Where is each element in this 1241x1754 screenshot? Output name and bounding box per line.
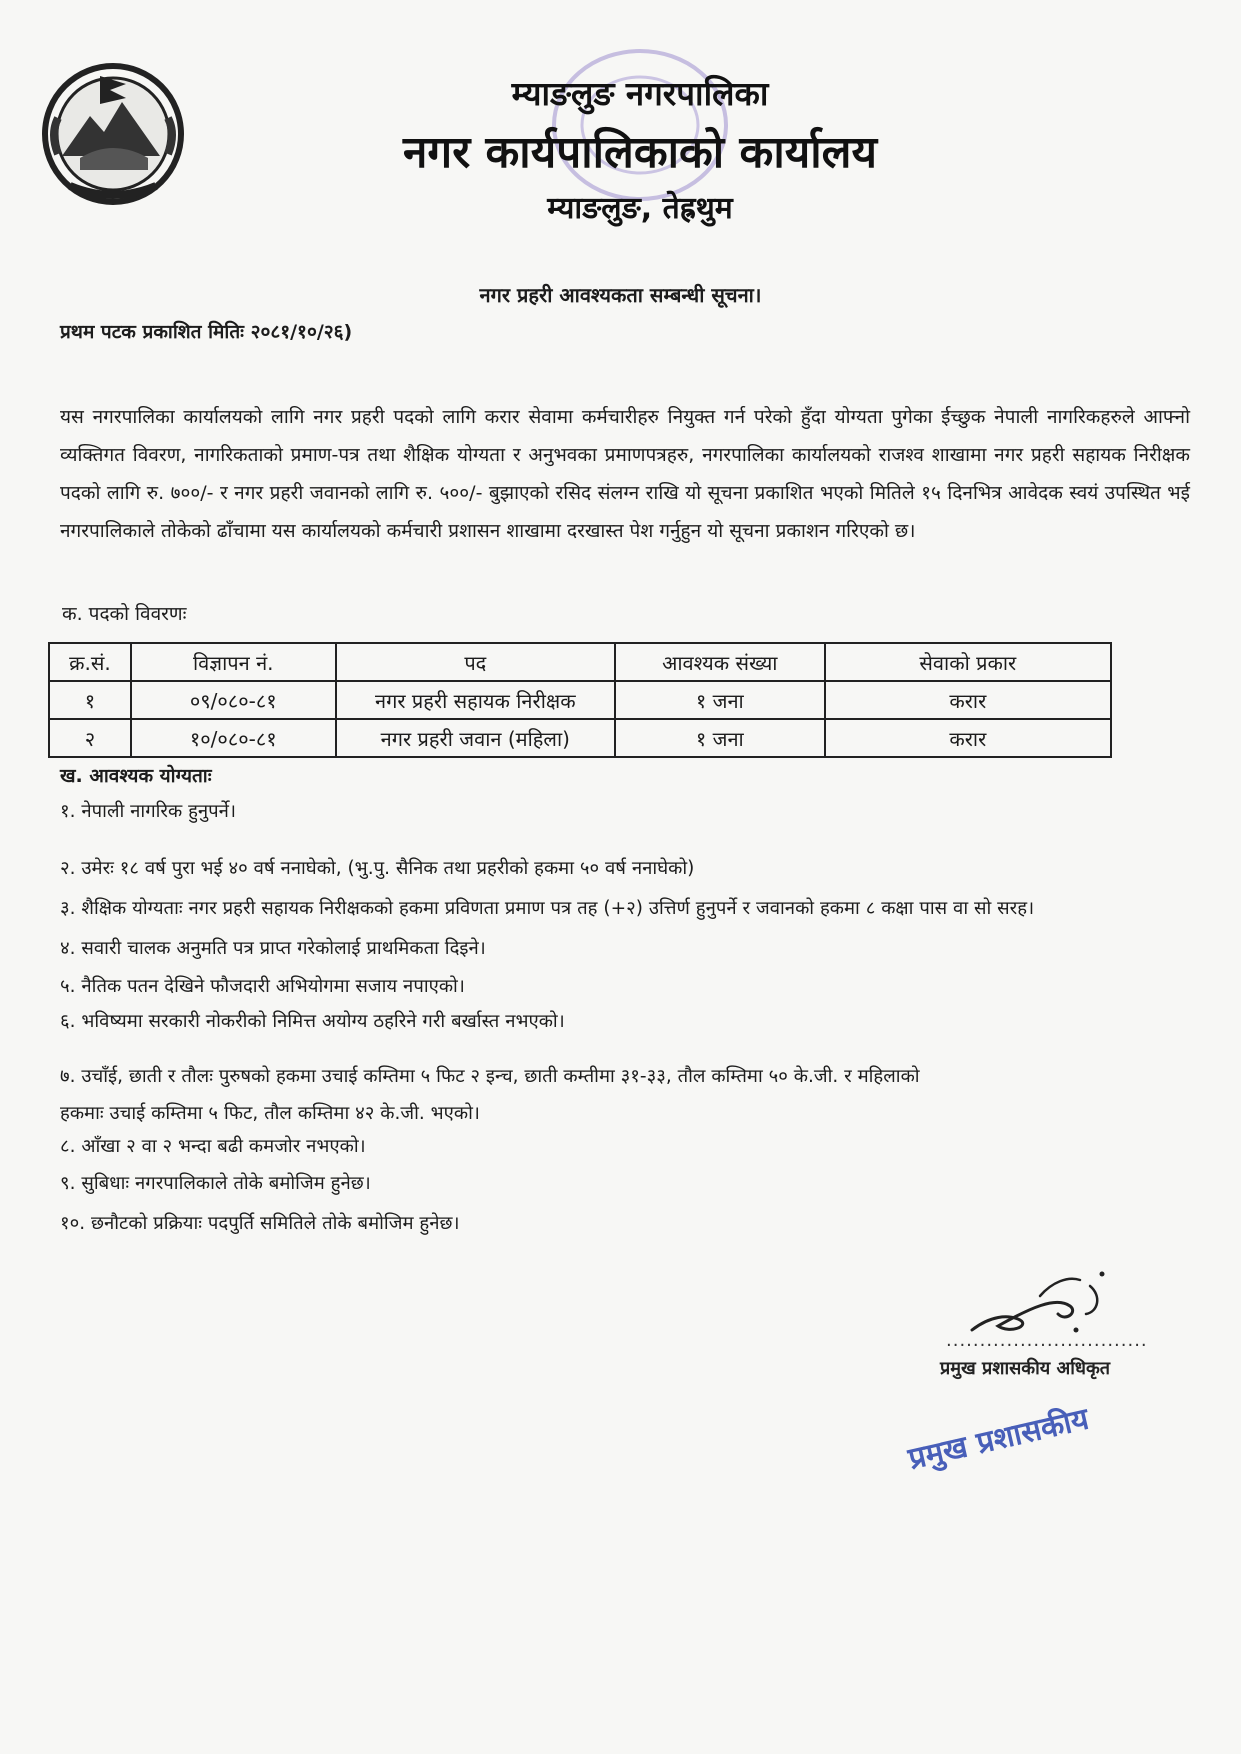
office-name: नगर कार्यपालिकाको कार्यालय: [403, 127, 877, 178]
requirement-item: ६. भविष्यमा सरकारी नोकरीको निमित्त अयोग्य ठहरिने गरी बर्खास्त नभएको।: [60, 1011, 565, 1032]
blue-designation-stamp: प्रमुख प्रशासकीय: [905, 1401, 1093, 1477]
col-advert-no: विज्ञापन नं.: [131, 643, 336, 681]
cell-service-type: करार: [825, 681, 1111, 719]
table-row: [49, 681, 1111, 719]
requirement-item: ५. नैतिक पतन देखिने फौजदारी अभियोगमा सजाय नपाएको।: [60, 976, 465, 997]
cell-service-type: करार: [825, 719, 1111, 757]
posts-table: [48, 642, 1112, 758]
nepal-emblem-logo: [40, 58, 186, 208]
requirement-item: ३. शैक्षिक योग्यताः नगर प्रहरी सहायक निरीक्षकको हकमा प्रविणता प्रमाण पत्र तह (+२) उत्तिर्ण हुनुपर्ने र जवानको हकमा ८ कक्षा पास वा सो सरह।: [60, 898, 1035, 919]
cell-serial: २: [49, 719, 131, 757]
signature-line: ..............................: [946, 1330, 1148, 1351]
cell-advert-no: ०९/०८०-८१: [131, 681, 336, 719]
requirements-heading: ख. आवश्यक योग्यताः: [60, 765, 212, 787]
cell-advert-no: १०/०८०-८१: [131, 719, 336, 757]
cell-serial: १: [49, 681, 131, 719]
requirement-item: २. उमेरः १८ वर्ष पुरा भई ४० वर्ष ननाघेको, (भु.पु. सैनिक तथा प्रहरीको हकमा ५० वर्ष ननाघेको): [60, 858, 695, 879]
requirement-item: ९. सुबिधाः नगरपालिकाले तोके बमोजिम हुनेछ।: [60, 1173, 371, 1194]
posts-heading: क. पदको विवरणः: [62, 603, 187, 625]
requirement-item: ४. सवारी चालक अनुमति पत्र प्राप्त गरेकोलाई प्राथमिकता दिइने।: [60, 938, 486, 959]
requirement-item: १०. छनौटको प्रक्रियाः पदपुर्ति समितिले तोके बमोजिम हुनेछ।: [60, 1213, 460, 1234]
col-service-type: सेवाको प्रकार: [825, 643, 1111, 681]
col-post: पद: [336, 643, 615, 681]
notice-body: यस नगरपालिका कार्यालयको लागि नगर प्रहरी पदको लागि करार सेवामा कर्मचारीहरु नियुक्त गर्न परेको हुँदा योग्यता पुगेका ईच्छुक नेपाली नागरिकहरुले आफ्नो व्यक्तिगत विवरण, नागरिकताको प्रमाण-पत्र तथा शैक्षिक योग्यता र अनुभवका प्रमाणपत्रहरु, नगरपालिका कार्यालयको राजश्व शाखामा नगर प्रहरी सहायक निरीक्षक पदको लागि रु. ७००/- र नगर प्रहरी जवानको लागि रु. ५००/- बुझाएको रसिद संलग्न राखि यो सूचना प्रकाशित भएको मितिले १५ दिनभित्र आवेदक स्वयं उपस्थित भई नगरपालिकाले तोकेको ढाँचामा यस कार्यालयको कर्मचारी प्रशासन शाखामा दरखास्त पेश गर्नुहुन यो सूचना प्रकाशन गरिएको छ।: [60, 406, 1190, 542]
cell-required-count: १ जना: [615, 719, 825, 757]
signatory-title: प्रमुख प्रशासकीय अधिकृत: [940, 1358, 1111, 1379]
requirement-item: ७. उचाँई, छाती र तौलः पुरुषको हकमा उचाई कम्तिमा ५ फिट २ इन्च, छाती कम्तीमा ३१-३३, तौल कम्तिमा ५० के.जी. र महिलाको: [60, 1066, 920, 1087]
table-row: [49, 719, 1111, 757]
municipality-name: म्याङलुङ नगरपालिका: [511, 74, 769, 113]
notice-title: नगर प्रहरी आवश्यकता सम्बन्धी सूचना।: [479, 283, 762, 307]
col-required-count: आवश्यक संख्या: [615, 643, 825, 681]
requirement-item: १. नेपाली नागरिक हुनुपर्ने।: [60, 801, 236, 822]
col-serial: क्र.सं.: [49, 643, 131, 681]
cell-post: नगर प्रहरी जवान (महिला): [336, 719, 615, 757]
cell-required-count: १ जना: [615, 681, 825, 719]
publication-date: प्रथम पटक प्रकाशित मितिः २०८१/१०/२६): [60, 321, 353, 343]
table-header-row: [49, 643, 1111, 681]
requirement-item: ८. आँखा २ वा २ भन्दा बढी कमजोर नभएको।: [60, 1136, 366, 1157]
requirement-item: हकमाः उचाई कम्तिमा ५ फिट, तौल कम्तिमा ४२ के.जी. भएको।: [60, 1103, 480, 1124]
cell-post: नगर प्रहरी सहायक निरीक्षक: [336, 681, 615, 719]
office-address: म्याङलुङ, तेह्रथुम: [547, 191, 733, 226]
